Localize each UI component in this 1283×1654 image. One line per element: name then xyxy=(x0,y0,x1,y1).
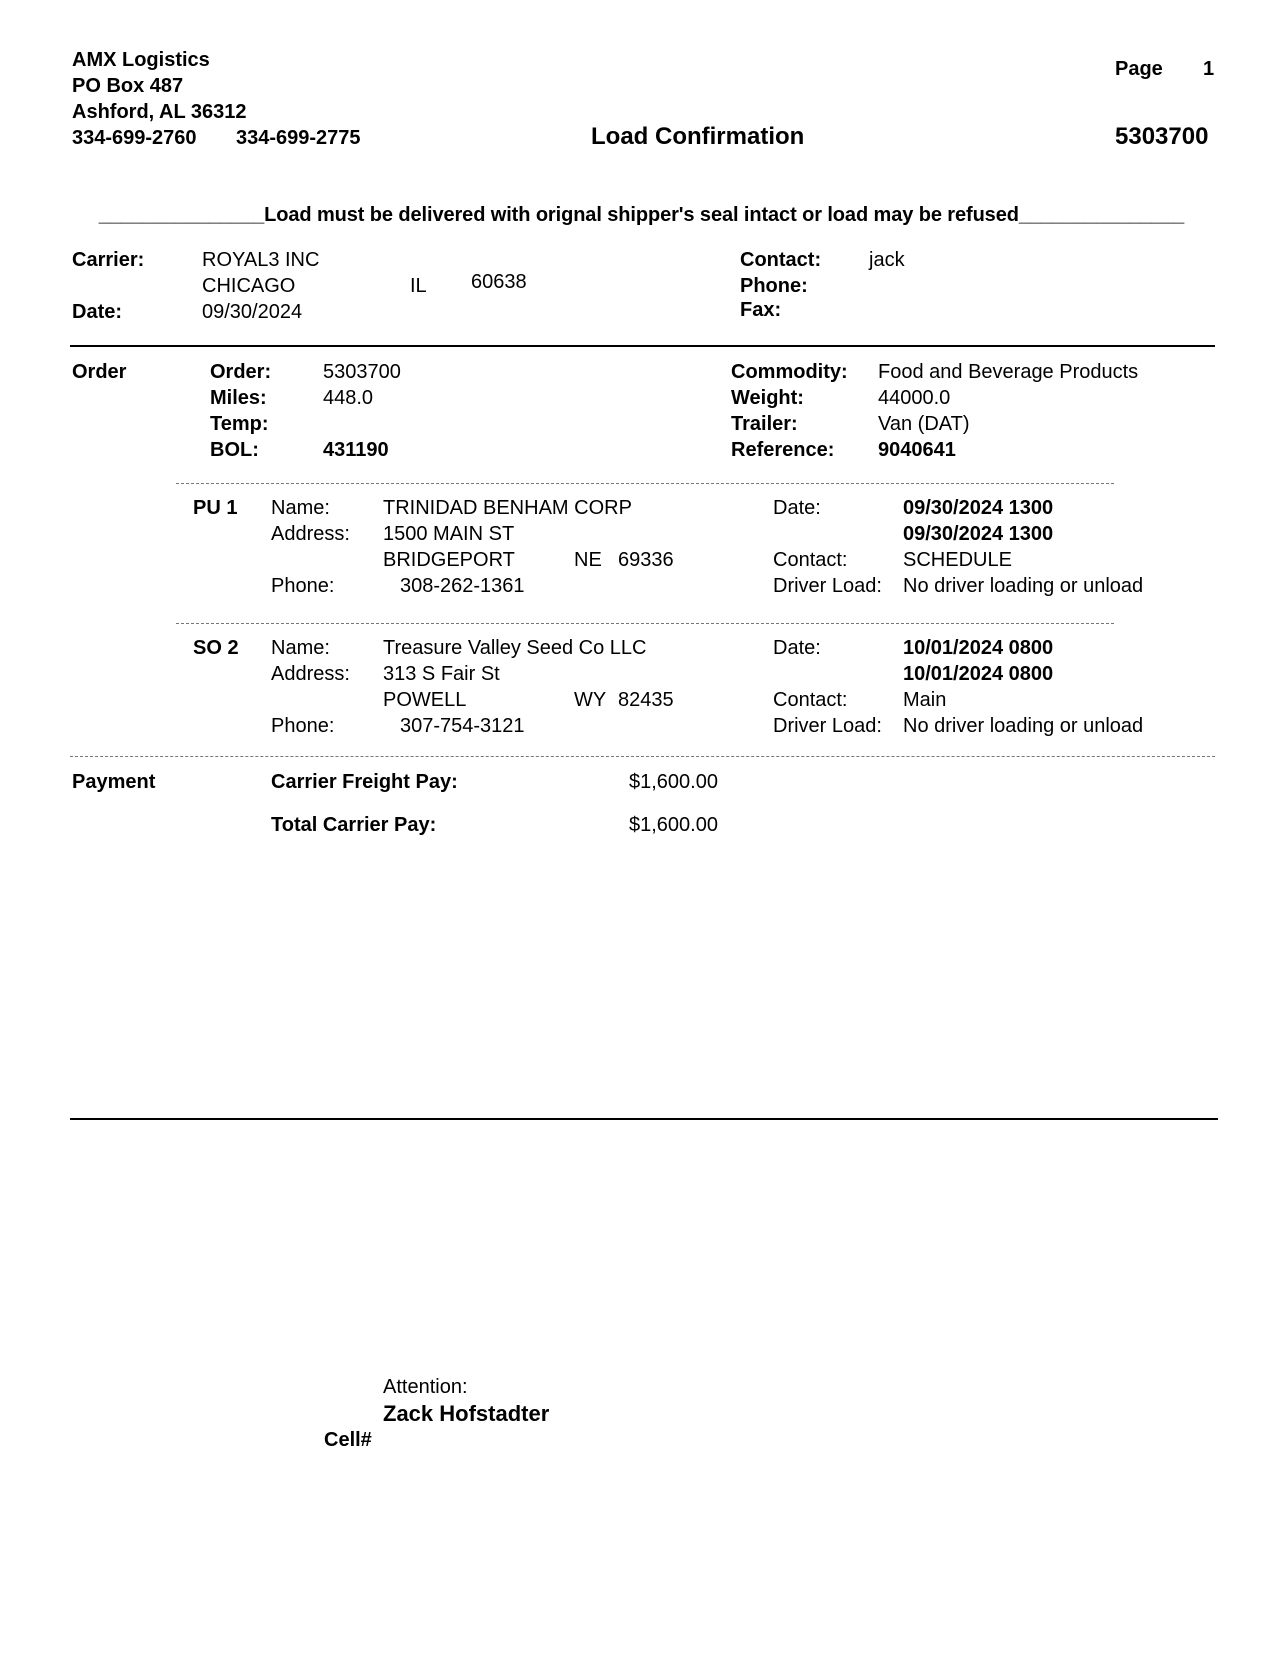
carrier-divider xyxy=(70,345,1215,347)
order-number-label: Order: xyxy=(210,361,272,383)
notice-trail-rule: _______________ xyxy=(1018,204,1185,226)
trailer-label: Trailer: xyxy=(731,413,798,435)
stop-address-label: Address: xyxy=(271,663,350,685)
freight-pay-label: Carrier Freight Pay: xyxy=(271,771,458,793)
attention-name: Zack Hofstadter xyxy=(383,1401,550,1426)
stop-address: 1500 MAIN ST xyxy=(383,523,515,545)
commodity-label: Commodity: xyxy=(731,361,848,383)
payment-divider xyxy=(70,756,1215,757)
carrier-name: ROYAL3 INC xyxy=(202,249,320,271)
document-number: 5303700 xyxy=(1115,123,1209,150)
company-address-1: PO Box 487 xyxy=(72,75,184,97)
stop-name-label: Name: xyxy=(271,637,330,659)
stop-driver-load: No driver loading or unload xyxy=(903,715,1144,737)
miles-label: Miles: xyxy=(210,387,267,409)
stop-contact: Main xyxy=(903,689,947,711)
document-title: Load Confirmation xyxy=(591,123,805,150)
stop-date-label: Date: xyxy=(773,497,821,519)
stop-address: 313 S Fair St xyxy=(383,663,500,685)
carrier-fax-label: Fax: xyxy=(740,299,782,321)
stop-driver-load-label: Driver Load: xyxy=(773,715,882,737)
stop-phone: 308-262-1361 xyxy=(400,575,525,597)
company-phone-1: 334-699-2760 xyxy=(72,127,197,149)
carrier-phone-label: Phone: xyxy=(740,275,808,297)
stop-driver-load: No driver loading or unload xyxy=(903,575,1144,597)
company-name: AMX Logistics xyxy=(72,49,210,71)
page-number: 1 xyxy=(1203,58,1215,80)
stop-date-label: Date: xyxy=(773,637,821,659)
stop-name-label: Name: xyxy=(271,497,330,519)
stop-divider-1 xyxy=(176,483,1114,484)
carrier-state: IL xyxy=(410,275,427,297)
carrier-zip: 60638 xyxy=(471,271,527,293)
notice-lead-rule: _______________ xyxy=(98,204,265,226)
bol-label: BOL: xyxy=(210,439,259,461)
attention-label: Attention: xyxy=(383,1376,468,1398)
stop-city: BRIDGEPORT xyxy=(383,549,515,571)
weight-value: 44000.0 xyxy=(878,387,951,409)
carrier-label: Carrier: xyxy=(72,249,145,271)
stop-driver-load-label: Driver Load: xyxy=(773,575,882,597)
trailer-value: Van (DAT) xyxy=(878,413,970,435)
cell-label: Cell# xyxy=(324,1429,372,1451)
order-number: 5303700 xyxy=(323,361,401,383)
stop-phone: 307-754-3121 xyxy=(400,715,525,737)
stop-state: WY xyxy=(574,689,607,711)
freight-pay-value: $1,600.00 xyxy=(629,771,718,793)
carrier-contact: jack xyxy=(869,249,905,271)
weight-label: Weight: xyxy=(731,387,804,409)
stop-name: Treasure Valley Seed Co LLC xyxy=(383,637,647,659)
payment-section-label: Payment xyxy=(72,771,156,793)
stop-phone-label: Phone: xyxy=(271,715,335,737)
stop-contact-label: Contact: xyxy=(773,549,848,571)
stop-date-1: 10/01/2024 0800 xyxy=(903,637,1054,659)
stop-state: NE xyxy=(574,549,602,571)
stop-contact-label: Contact: xyxy=(773,689,848,711)
stop-phone-label: Phone: xyxy=(271,575,335,597)
stop-divider-2 xyxy=(176,623,1114,624)
temp-label: Temp: xyxy=(210,413,269,435)
commodity-value: Food and Beverage Products xyxy=(878,361,1139,383)
stop-date-1: 09/30/2024 1300 xyxy=(903,497,1054,519)
seal-notice xyxy=(69,203,1214,227)
reference-label: Reference: xyxy=(731,439,835,461)
stop-name: TRINIDAD BENHAM CORP xyxy=(383,497,632,519)
carrier-date: 09/30/2024 xyxy=(202,301,303,323)
stop-address-label: Address: xyxy=(271,523,350,545)
page-label: Page xyxy=(1115,58,1163,80)
stop-code: SO 2 xyxy=(193,637,239,659)
total-pay-value: $1,600.00 xyxy=(629,814,718,836)
stop-zip: 69336 xyxy=(618,549,674,571)
footer-rule xyxy=(70,1118,1218,1120)
bol-value: 431190 xyxy=(323,439,389,461)
reference-value: 9040641 xyxy=(878,439,956,461)
company-address-2: Ashford, AL 36312 xyxy=(72,101,247,123)
notice-text: Load must be delivered with orignal shipper's seal intact or load may be refused xyxy=(264,204,1019,226)
stop-city: POWELL xyxy=(383,689,467,711)
carrier-city: CHICAGO xyxy=(202,275,296,297)
miles-value: 448.0 xyxy=(323,387,374,409)
total-pay-label: Total Carrier Pay: xyxy=(271,814,437,836)
stop-code: PU 1 xyxy=(193,497,238,519)
company-phone-2: 334-699-2775 xyxy=(236,127,361,149)
carrier-contact-label: Contact: xyxy=(740,249,822,271)
stop-zip: 82435 xyxy=(618,689,674,711)
order-section-label: Order xyxy=(72,361,127,383)
stop-contact: SCHEDULE xyxy=(903,549,1012,571)
carrier-date-label: Date: xyxy=(72,301,123,323)
stop-date-2: 10/01/2024 0800 xyxy=(903,663,1054,685)
stop-date-2: 09/30/2024 1300 xyxy=(903,523,1054,545)
